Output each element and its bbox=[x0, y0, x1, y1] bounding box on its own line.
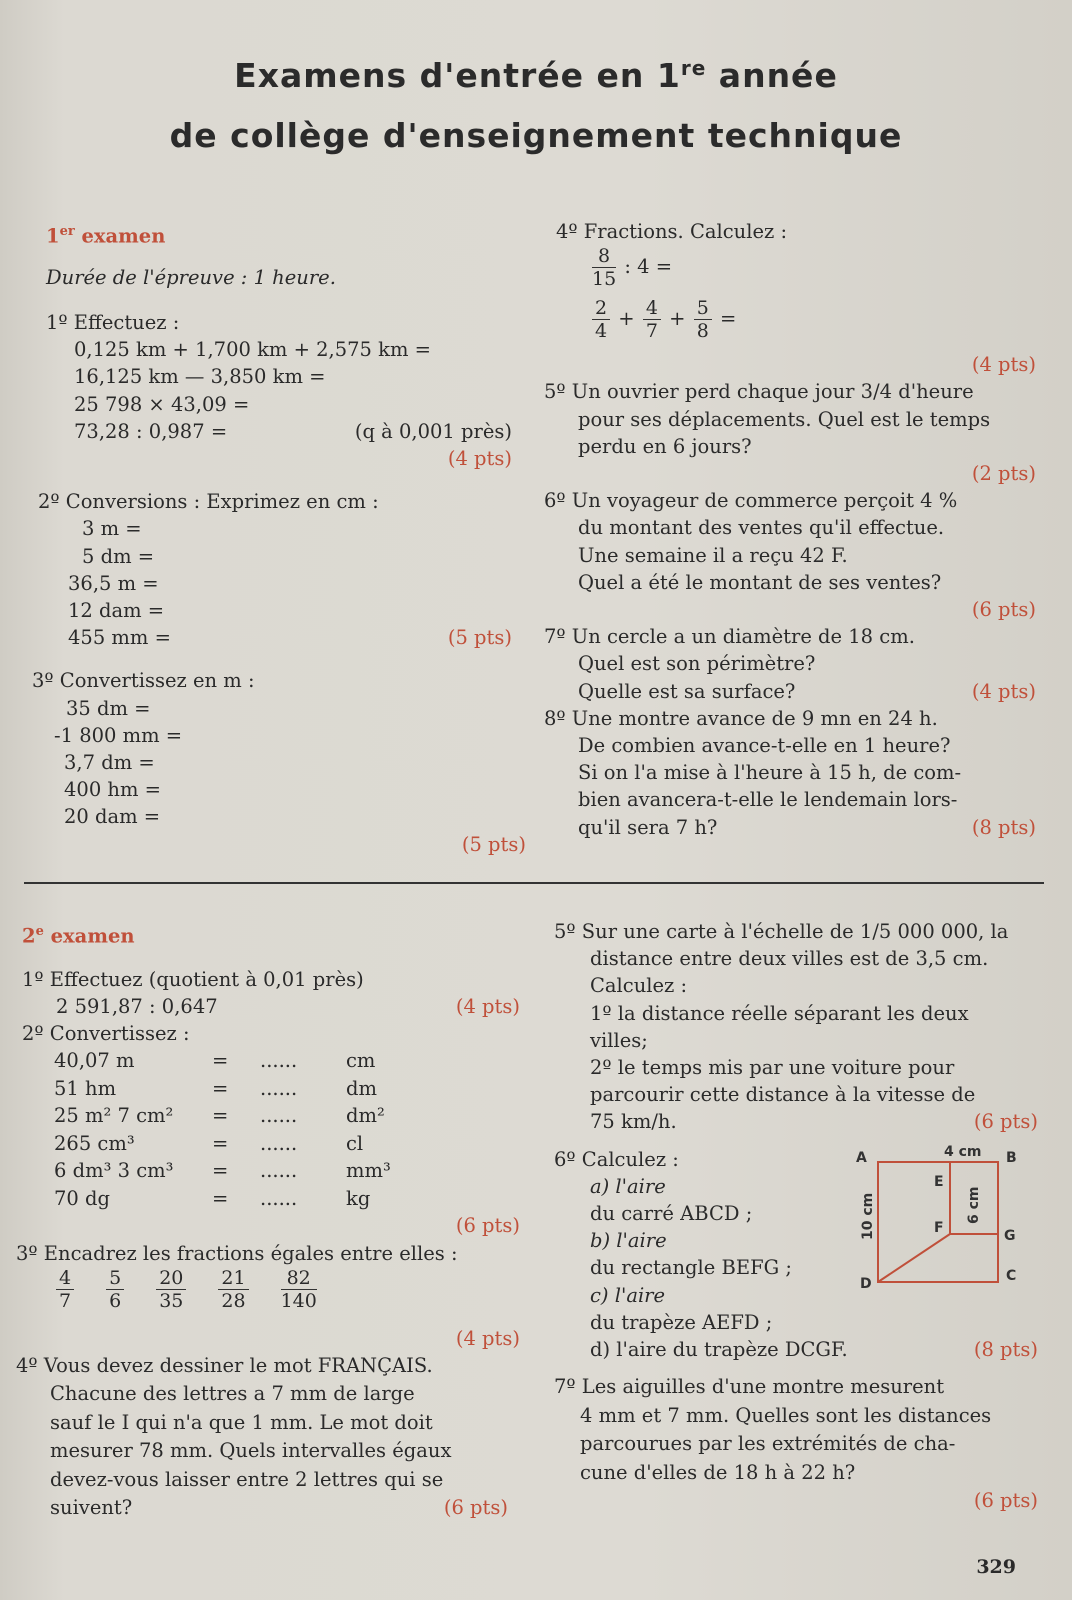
e2q6-line: a) l'aire bbox=[590, 1174, 666, 1198]
exam1-q3 bbox=[32, 667, 526, 857]
q3-label: 3º Convertissez en m : bbox=[32, 669, 255, 693]
conversion-cell: ...... bbox=[260, 1131, 298, 1155]
conversion-cell: 40,07 m bbox=[54, 1049, 135, 1073]
conversion-cell: = bbox=[212, 1076, 229, 1100]
q7-line: Quel est son périmètre? bbox=[578, 652, 816, 676]
q5-points: (2 pts) bbox=[971, 462, 1036, 486]
page-number: 329 bbox=[976, 1556, 1016, 1578]
q4-label: 4º Fractions. Calculez : bbox=[556, 220, 788, 243]
conversion-cell: 70 dg bbox=[54, 1186, 110, 1210]
q6-points: (6 pts) bbox=[971, 598, 1036, 622]
segment-df bbox=[878, 1234, 950, 1282]
exam1-q1 bbox=[46, 309, 512, 472]
e2q7-line: cune d'elles de 18 h à 22 h? bbox=[580, 1460, 856, 1484]
exam1-q6 bbox=[544, 487, 1036, 623]
e2q6-line-8: d) l'aire du trapèze DCGF. (8 pts) bbox=[590, 1338, 1038, 1362]
exam1-right-column bbox=[544, 218, 1036, 841]
exam2-q2 bbox=[22, 1020, 520, 1239]
title-line-1: Examens d'entrée en 1re année bbox=[234, 56, 838, 95]
q2-label: 2º Conversions : Exprimez en cm : bbox=[38, 490, 379, 514]
conversion-table bbox=[50, 1047, 395, 1212]
q6-line: Quel a été le montant de ses ventes? bbox=[578, 570, 942, 594]
conversion-cell: ...... bbox=[260, 1186, 298, 1210]
q7-line-3: Quelle est sa surface? (4 pts) bbox=[578, 679, 1036, 703]
exam2-q7 bbox=[554, 1373, 1038, 1516]
q3-line: 3,7 dm = bbox=[64, 750, 155, 774]
e2q6-line: c) l'aire bbox=[590, 1283, 666, 1307]
e2q1-line: 1º Effectuez (quotient à 0,01 près) bbox=[22, 967, 364, 991]
label-d: D bbox=[860, 1275, 872, 1288]
exam2-q3 bbox=[16, 1240, 520, 1352]
q2-line: 12 dam = bbox=[68, 598, 165, 622]
fraction: $\frac{82}{140}$ bbox=[280, 1266, 317, 1312]
e2q6-line: b) l'aire bbox=[590, 1229, 667, 1253]
conversion-cell: ...... bbox=[260, 1159, 298, 1183]
e2q5-line: villes; bbox=[590, 1028, 648, 1052]
label-10cm: 10 cm bbox=[860, 1192, 876, 1240]
e2q7-points: (6 pts) bbox=[973, 1489, 1038, 1513]
q4-fraction-1: $\frac{8}{15}$ : 4 = bbox=[592, 245, 673, 291]
fraction-row bbox=[16, 1267, 520, 1325]
exam1-left-column bbox=[32, 218, 526, 858]
e2q5-line: Calculez : bbox=[590, 974, 688, 998]
conversion-cell: ...... bbox=[260, 1049, 298, 1073]
exam1-heading: 1er examen bbox=[46, 224, 166, 248]
q1-line: 0,125 km + 1,700 km + 2,575 km = bbox=[74, 338, 431, 362]
exam2-right-column bbox=[554, 918, 1038, 1516]
q1-line: 16,125 km — 3,850 km = bbox=[74, 365, 326, 389]
e2q5-line-8: 75 km/h. (6 pts) bbox=[590, 1110, 1038, 1134]
q5-line: 5º Un ouvrier perd chaque jour 3/4 d'heure bbox=[544, 380, 974, 404]
exam2-q5 bbox=[554, 918, 1038, 1136]
q2-line: 36,5 m = bbox=[68, 571, 159, 595]
exam1-q7 bbox=[544, 623, 1036, 705]
exam2-q1 bbox=[22, 966, 520, 1020]
q2-line-5: 455 mm = (5 pts) bbox=[68, 626, 512, 650]
q3-line: 20 dam = bbox=[64, 805, 161, 829]
conversion-row bbox=[50, 1075, 395, 1103]
conversion-cell: = bbox=[212, 1186, 229, 1210]
q1-line-4: 73,28 : 0,987 = (q à 0,001 près) bbox=[74, 419, 512, 443]
e2q6-line: du trapèze AEFD ; bbox=[590, 1310, 773, 1334]
conversion-cell: = bbox=[212, 1159, 229, 1183]
e2q6-line: du carré ABCD ; bbox=[590, 1202, 753, 1226]
e2q7-line: 4 mm et 7 mm. Quelles sont les distances bbox=[580, 1403, 992, 1427]
exam1-q8 bbox=[544, 705, 1036, 841]
conversion-cell: cm bbox=[346, 1049, 376, 1073]
fraction: $\frac{5}{6}$ bbox=[106, 1267, 124, 1312]
conversion-cell: = bbox=[212, 1104, 229, 1128]
q7-line: 7º Un cercle a un diamètre de 18 cm. bbox=[544, 625, 915, 649]
conversion-cell: cl bbox=[346, 1131, 364, 1155]
label-a: A bbox=[856, 1149, 867, 1166]
q1-points: (4 pts) bbox=[447, 446, 512, 470]
e2q5-line: 2º le temps mis par une voiture pour bbox=[590, 1056, 955, 1080]
exam1-duration: Durée de l'épreuve : 1 heure. bbox=[46, 265, 336, 289]
e2q7-line: parcourues par les extrémités de cha- bbox=[580, 1432, 956, 1456]
e2q5-line: 1º la distance réelle séparant les deux bbox=[590, 1001, 969, 1025]
conversion-cell: 265 cm³ bbox=[54, 1131, 135, 1155]
exam1-q2 bbox=[38, 488, 512, 651]
q6-line: 6º Un voyageur de commerce perçoit 4 % bbox=[544, 489, 958, 513]
e2q7-line: 7º Les aiguilles d'une montre mesurent bbox=[554, 1375, 945, 1399]
title-line-2: de collège d'enseignement technique bbox=[169, 116, 903, 155]
e2q6-line: du rectangle BEFG ; bbox=[590, 1256, 792, 1280]
q6-line: Une semaine il a reçu 42 F. bbox=[578, 543, 848, 567]
fraction: $\frac{21}{28}$ bbox=[218, 1267, 248, 1312]
square-figure bbox=[850, 1140, 1030, 1288]
label-b: B bbox=[1006, 1149, 1017, 1166]
e2q1-line-2: 2 591,87 : 0,647 (4 pts) bbox=[56, 994, 520, 1018]
e2q4-line: sauf le I qui n'a que 1 mm. Le mot doit bbox=[50, 1410, 433, 1434]
q6-line: du montant des ventes qu'il effectue. bbox=[578, 516, 945, 540]
conversion-cell: 51 hm bbox=[54, 1076, 117, 1100]
exam1-q5 bbox=[544, 378, 1036, 487]
q8-line: 8º Une montre avance de 9 mn en 24 h. bbox=[544, 706, 938, 730]
e2q5-line: distance entre deux villes est de 3,5 cm. bbox=[590, 947, 989, 971]
conversion-row bbox=[50, 1185, 395, 1213]
q8-line: bien avancera-t-elle le lendemain lors- bbox=[578, 788, 958, 812]
e2q5-line: parcourir cette distance à la vitesse de bbox=[590, 1083, 976, 1107]
conversion-cell: = bbox=[212, 1049, 229, 1073]
label-c: C bbox=[1006, 1267, 1017, 1284]
e2q4-line: Chacune des lettres a 7 mm de large bbox=[50, 1382, 415, 1406]
conversion-cell: dm bbox=[346, 1076, 377, 1100]
fraction: $\frac{20}{35}$ bbox=[156, 1267, 186, 1312]
q4-fraction-2: $\frac{2}{4}$ + $\frac{4}{7}$ + $\frac{5}{8}$ = bbox=[556, 297, 1036, 351]
q1-line: 25 798 × 43,09 = bbox=[74, 392, 250, 416]
exam2-heading: 2e examen bbox=[22, 924, 135, 948]
e2q3-label: 3º Encadrez les fractions égales entre elles : bbox=[16, 1241, 458, 1265]
e2q4-line: mesurer 78 mm. Quels intervalles égaux bbox=[50, 1439, 452, 1463]
fraction: $\frac{4}{7}$ bbox=[56, 1267, 74, 1312]
q8-line-5: qu'il sera 7 h? (8 pts) bbox=[578, 815, 1036, 839]
e2q4-line-6: suivent? (6 pts) bbox=[50, 1496, 508, 1520]
q2-line: 3 m = bbox=[82, 517, 142, 541]
conversion-cell: mm³ bbox=[346, 1159, 391, 1183]
section-divider bbox=[24, 882, 1044, 884]
conversion-row bbox=[50, 1102, 395, 1130]
conversion-cell: = bbox=[212, 1131, 229, 1155]
q4-points: (4 pts) bbox=[971, 353, 1036, 377]
exam2-q4 bbox=[16, 1352, 520, 1523]
conversion-cell: 25 m² 7 cm² bbox=[54, 1104, 174, 1128]
q1-label: 1º Effectuez : bbox=[46, 310, 180, 334]
e2q6-line: 6º Calculez : bbox=[554, 1147, 679, 1171]
e2q4-line: devez-vous laisser entre 2 lettres qui se bbox=[50, 1467, 444, 1491]
exam2-q6 bbox=[554, 1143, 1038, 1364]
conversion-cell: kg bbox=[346, 1186, 371, 1210]
label-6cm: 6 cm bbox=[966, 1186, 982, 1224]
conversion-cell: 6 dm³ 3 cm³ bbox=[54, 1159, 174, 1183]
conversion-cell: ...... bbox=[260, 1104, 298, 1128]
label-4cm: 4 cm bbox=[944, 1143, 982, 1160]
q3-line: -1 800 mm = bbox=[54, 723, 183, 747]
label-e: E bbox=[934, 1173, 944, 1190]
conversion-row bbox=[50, 1130, 395, 1158]
q5-line: perdu en 6 jours? bbox=[578, 434, 752, 458]
conversion-row bbox=[50, 1157, 395, 1185]
label-g: G bbox=[1004, 1227, 1016, 1244]
q3-line: 400 hm = bbox=[64, 778, 162, 802]
exam2-left-column bbox=[16, 918, 520, 1523]
q3-line: 35 dm = bbox=[66, 696, 151, 720]
e2q4-line: 4º Vous devez dessiner le mot FRANÇAIS. bbox=[16, 1353, 433, 1377]
label-f: F bbox=[934, 1219, 944, 1236]
conversion-cell: ...... bbox=[260, 1076, 298, 1100]
e2q3-points: (4 pts) bbox=[455, 1326, 520, 1350]
e2q2-label: 2º Convertissez : bbox=[22, 1022, 190, 1046]
q8-line: De combien avance-t-elle en 1 heure? bbox=[578, 734, 951, 758]
conversion-cell: dm² bbox=[346, 1104, 385, 1128]
e2q2-points: (6 pts) bbox=[455, 1214, 520, 1238]
q5-line: pour ses déplacements. Quel est le temps bbox=[578, 407, 991, 431]
q2-line: 5 dm = bbox=[82, 544, 155, 568]
e2q5-line: 5º Sur une carte à l'échelle de 1/5 000 000, la bbox=[554, 920, 1009, 943]
q3-points: (5 pts) bbox=[461, 832, 526, 856]
conversion-row bbox=[50, 1047, 395, 1075]
q8-line: Si on l'a mise à l'heure à 15 h, de com- bbox=[578, 761, 962, 785]
